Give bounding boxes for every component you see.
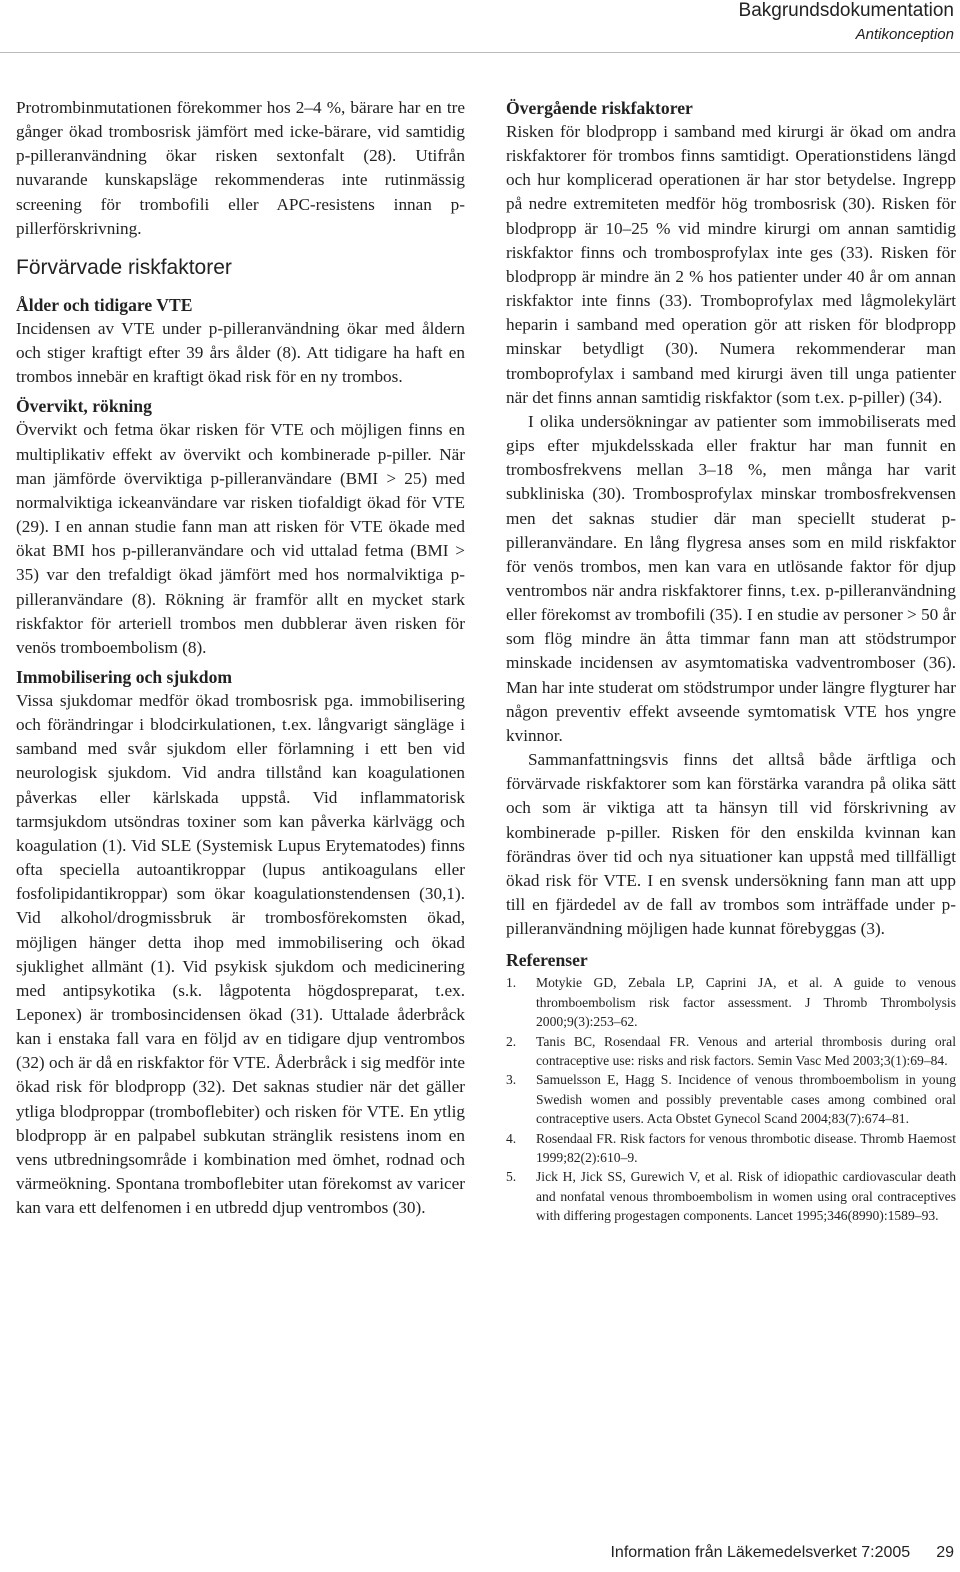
header-divider	[0, 52, 960, 53]
age-heading: Ålder och tidigare VTE	[16, 294, 193, 315]
reference-list	[506, 973, 956, 1225]
reference-number: 2.	[506, 1033, 517, 1049]
references-heading: Referenser	[506, 950, 588, 971]
page-number: 29	[936, 1544, 954, 1561]
immobilisation-study-paragraph: I olika undersökningar av patienter som immobiliserats med gips efter mjukdelsskada eller fraktur har man funnit en trombosfrekvens mellan 3–18 %, men många har varit subkliniska (30). Trombosprofylax minskar trombosfrekvensen men det saknas studier där man speciellt studerat p-pilleranvändare. En lång flygresa anses som en mild riskfaktor för venös trombos, men kan vara en utlösande faktor för djup ventrombos när andra riskfaktorer finns, t.ex. p-pilleranvändning eller förekomst av trombofili (35). I en studie av personer > 50 år som flög mindre än åtta timmar fann man att stödstrumpor minskade incidensen av asymtomatiska vadventromboser (36). Man har inte studerat om stödstrumpor under längre flygturer har någon preventiv effekt avseende symtomatisk VTE hos yngre kvinnor.	[506, 411, 956, 745]
intro-paragraph: Protrombinmutationen förekommer hos 2–4 %, bärare har en tre gånger ökad trombosrisk jämfört med icke-bärare, vid samtidig p-pilleranvändning ökar risken sextonfalt (28). Utifrån nuvarande kunskapsläge rekommenderas inte rutinmässig screening för trombofili eller APC-resistens innan p-pillerförskrivning.	[16, 98, 465, 238]
immobilisation-paragraph: Vissa sjukdomar medför ökad trombosrisk pga. immobilisering och förändringar i blodcirkulationen, t.ex. långvarigt sängläge i samband med svår sjukdom eller förlamning i ett ben vid neurologisk sjukdom. Vid andra tillstånd kan koagulationen påverkas eller kärlskada uppstå. Vid inflammatorisk tarmsjukdom utsöndras toxiner som kan påverka kärlvägg och koagulation (1). Vid SLE (Systemisk Lupus Erytematodes) finns ofta speciella autoantikroppar (lupus antikoagulans eller fosfolipidantikroppar) som ökar koagulationstendensen (30,1). Vid alkohol/drogmissbruk är trombosförekomsten ökad, möjligen hänger detta ihop med immobilisering och ökad sjuklighet allmänt (1). Vid psykisk sjukdom och medicinering med antipsykotika (s.k. lågpotenta högdospreparat, t.ex. Leponex) är trombosincidensen ökad (31). Uttalade åderbråck kan i enstaka fall vara en följd av en tidigare djup ventrombos (32) och är då en riskfaktor för VTE. Åderbråck i sig medför inte ökad risk för blodpropp (32). Det saknas studier när det gäller ytliga blodproppar (tromboflebiter) och risken för VTE. En ytlig blodpropp är en palpabel subkutan stränglik resistens inom en vens utbredningsområde i kombination med ömhet, rodnad och värmeökning. Spontana tromboflebiter utan förekomst av varicer kan vara ett delfenomen i en utbredd djup ventrombos (30).	[16, 690, 465, 1218]
reference-item	[506, 1070, 956, 1128]
reference-text: Tanis BC, Rosendaal FR. Venous and arterial thrombosis during oral contraceptive use: risks and risk factors. Semin Vasc Med 2003;3(1):69–84.	[536, 1033, 956, 1068]
page-footer	[610, 1544, 954, 1562]
reference-text: Samuelsson E, Hagg S. Incidence of venous thromboembolism in young Swedish women and possibly preventable cases among combined oral contraceptive users. Acta Obstet Gynecol Scand 2004;83(7):674–81.	[536, 1072, 956, 1127]
running-header	[739, 0, 954, 45]
section-title: Förvärvade riskfaktorer	[16, 255, 232, 279]
summary-paragraph: Sammanfattningsvis finns det alltså både ärftliga och förvärvade riskfaktorer som kan förstärka varandra på olika sätt och som är viktiga att ta hänsyn till vid förskrivning av kombinerade p-piller. Risken för den enskilda kvinnan kan förändras över tid och nya situationer kan uppstå med tillfälligt ökad risk för VTE. I en svensk undersökning fann man att upp till en fjärdedel av de fall av trombos som inträffade under p-pilleranvändning möjligen hade kunnat förebyggas (3).	[506, 750, 956, 939]
reference-item	[506, 1167, 956, 1225]
weight-heading: Övervikt, rökning	[16, 396, 152, 417]
header-subtitle: Antikonception	[855, 26, 954, 43]
reference-number: 4.	[506, 1130, 517, 1146]
footer-publication: Information från Läkemedelsverket 7:2005	[610, 1544, 911, 1561]
reference-number: 5.	[506, 1169, 517, 1185]
reference-number: 1.	[506, 975, 517, 991]
reference-item	[506, 1129, 956, 1168]
reference-text: Jick H, Jick SS, Gurewich V, et al. Risk of idiopathic cardiovascular death and nonfatal venous thromboembolism in women using oral contraceptives with differing progestagen components. Lancet 1995;346(8990):1589–93.	[536, 1169, 956, 1224]
header-title: Bakgrundsdokumentation	[738, 0, 954, 21]
transient-paragraph: Risken för blodpropp i samband med kirurgi är ökad om andra riskfaktorer för trombos finns samtidigt. Operationstidens längd och hur komplicerad operationen är har stor betydelse. Ingrepp på nedre extremiteten medför hög trombosrisk (30). Risken för blodpropp är 10–25 % vid mindre kirurgi om annan samtidig riskfaktor finns och trombosprofylax inte ges (33). Risken för blodpropp är mindre än 2 % hos patienter under 40 år om annan riskfaktor inte finns (33). Tromboprofylax med lågmolekylärt heparin i samband med operation gör att risken för blodpropp minskar betydligt (30). Numera rekommenderar man tromboprofylax i samband med kirurgi även till unga patienter när det finns annan samtidig riskfaktor (som t.ex. p-piller) (34).	[506, 122, 956, 407]
transient-heading: Övergående riskfaktorer	[506, 98, 693, 118]
reference-item	[506, 973, 956, 1031]
weight-paragraph: Övervikt och fetma ökar risken för VTE och möjligen finns en multiplikativ effekt av övervikt och kombinerade p-piller. När man jämförde överviktiga p-pilleranvändare (BMI > 25) med normalviktiga ickeanvändare var risken tiofaldigt ökad för VTE (29). I en annan studie fann man att risken för VTE ökade med ökat BMI hos p-pilleranvändare och vid uttalad fetma (BMI > 35) var den trefaldigt ökad jämfört med hos normalviktiga p-pilleranvändare (8). Rökning är framför allt en mycket stark riskfaktor för arteriell trombos men dubblerar även risken för venös tromboembolism (8).	[16, 420, 465, 657]
reference-text: Rosendaal FR. Risk factors for venous thrombotic disease. Thromb Haemost 1999;82(2):610–9.	[536, 1130, 956, 1165]
left-column	[16, 96, 465, 1220]
reference-item	[506, 1032, 956, 1071]
reference-text: Motykie GD, Zebala LP, Caprini JA, et al. A guide to venous thromboembolism risk factor assessment. J Thromb Thrombolysis 2000;9(3):253–62.	[536, 975, 956, 1030]
age-paragraph: Incidensen av VTE under p-pilleranvändning ökar med åldern och stiger kraftigt efter 39 års ålder (8). Att tidigare ha haft en trombos innebär en kraftigt ökad risk för en ny trombos.	[16, 318, 465, 387]
reference-number: 3.	[506, 1072, 517, 1088]
immobilisation-heading: Immobilisering och sjukdom	[16, 666, 233, 687]
right-column	[506, 96, 956, 1226]
